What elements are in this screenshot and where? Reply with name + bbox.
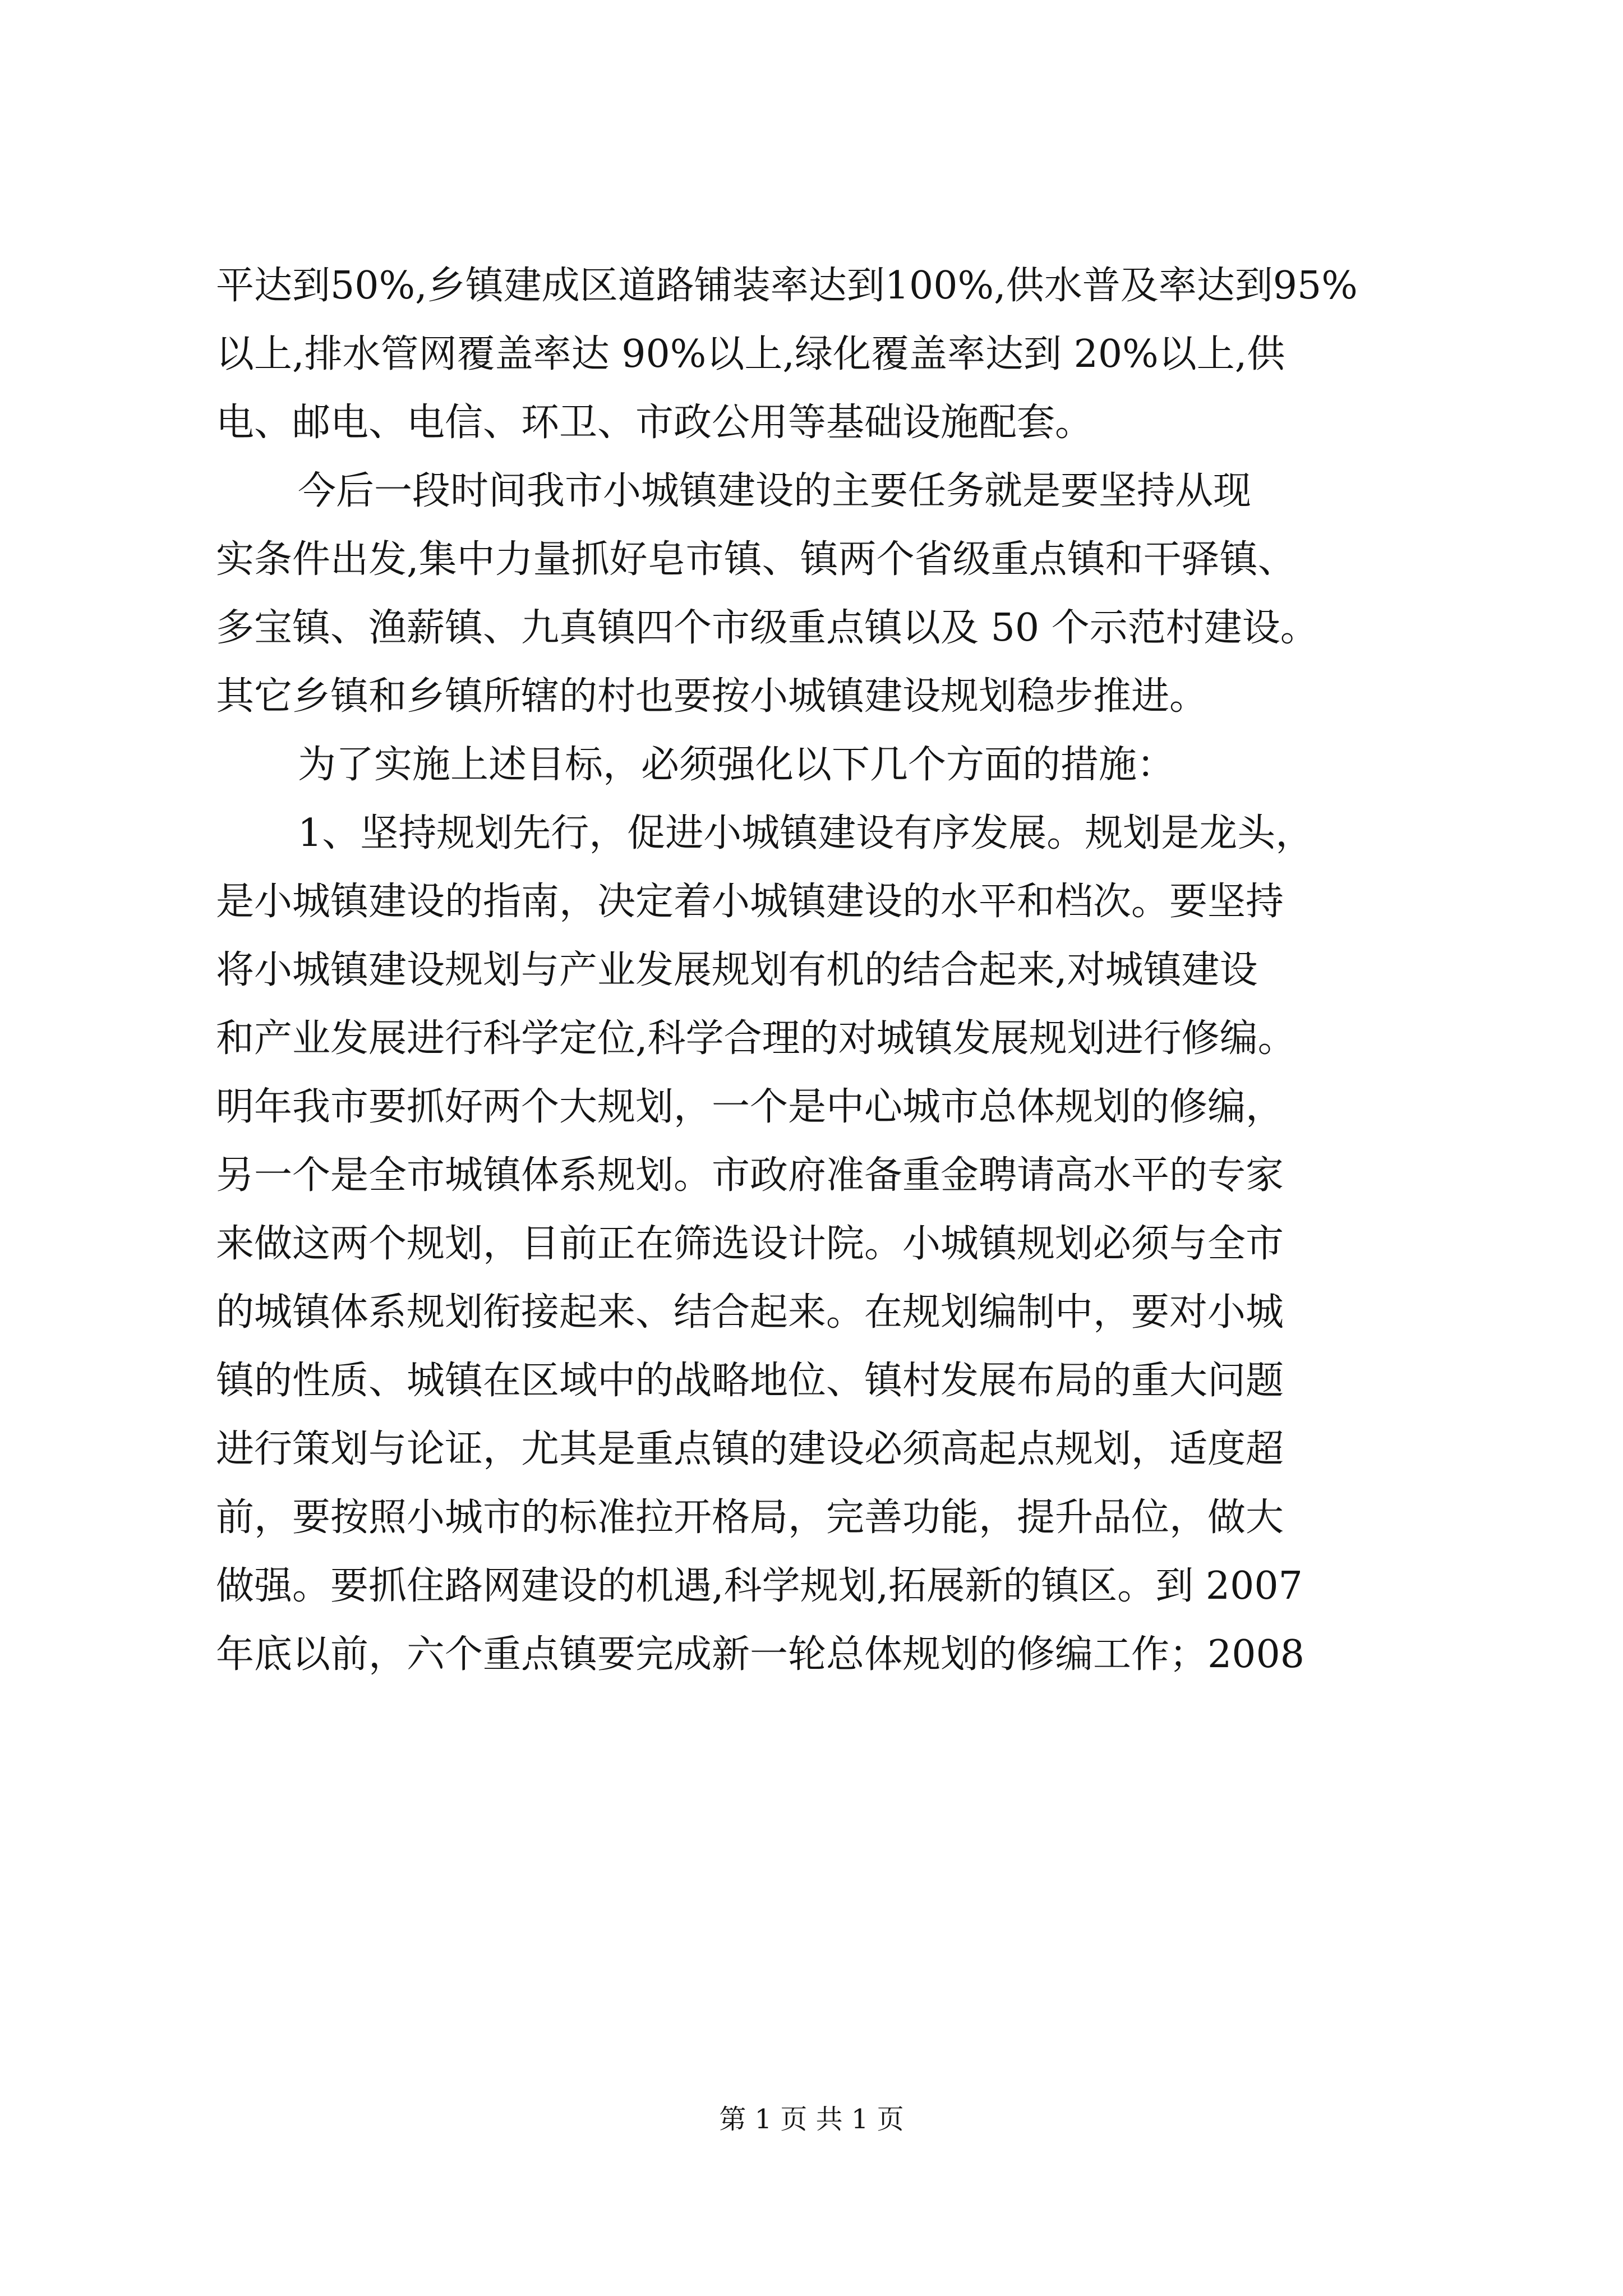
text-line-content: 平达到50%,乡镇建成区道路铺装率达到100%,供水普及率达到95% [216, 264, 1358, 308]
text-line-content: 实条件出发,集中力量抓好皂市镇、镇两个省级重点镇和干驿镇、 [216, 537, 1296, 582]
text-line-content: 其它乡镇和乡镇所辖的村也要按小城镇建设规划稳步推进。 [216, 674, 1208, 719]
text-line-content: 前，要按照小城市的标准拉开格局，完善功能，提升品位，做大 [216, 1496, 1284, 1540]
text-line-content: 来做这两个规划，目前正在筛选设计院。小城镇规划必须与全市 [216, 1222, 1284, 1266]
text-line-content: 将小城镇建设规划与产业发展规划有机的结合起来,对城镇建设 [216, 948, 1258, 992]
text-line-content: 明年我市要抓好两个大规划，一个是中心城市总体规划的修编， [216, 1085, 1284, 1129]
text-line-content: 是小城镇建设的指南，决定着小城镇建设的水平和档次。要坚持 [216, 880, 1284, 924]
text-line-content: 今后一段时间我市小城镇建设的主要任务就是要坚持从现 [298, 469, 1252, 513]
text-line-content: 镇的性质、城镇在区域中的战略地位、镇村发展布局的重大问题 [216, 1359, 1284, 1403]
text-line-content: 做强。要抓住路网建设的机遇,科学规划,拓展新的镇区。到 2007 [216, 1564, 1303, 1608]
text-line-content: 为了实施上述目标，必须强化以下几个方面的措施： [298, 743, 1175, 787]
text-line-content: 电、邮电、电信、环卫、市政公用等基础设施配套。 [216, 401, 1094, 445]
page-footer: 第 1 页 共 1 页 [719, 2104, 904, 2135]
text-line-content: 进行策划与论证，尤其是重点镇的建设必须高起点规划，适度超 [216, 1427, 1284, 1471]
text-line-content: 的城镇体系规划衔接起来、结合起来。在规划编制中，要对小城 [216, 1290, 1284, 1335]
text-line-content: 以上,排水管网覆盖率达 90%以上,绿化覆盖率达到 20%以上,供 [216, 332, 1285, 376]
text-line-content: 和产业发展进行科学定位,科学合理的对城镇发展规划进行修编。 [216, 1016, 1296, 1061]
text-line-content: 多宝镇、渔薪镇、九真镇四个市级重点镇以及 50 个示范村建设。 [216, 606, 1318, 650]
text-line-content: 另一个是全市城镇体系规划。市政府准备重金聘请高水平的专家 [216, 1153, 1284, 1198]
text-line-content: 1、坚持规划先行，促进小城镇建设有序发展。规划是龙头， [298, 811, 1314, 855]
text-line-content: 年底以前，六个重点镇要完成新一轮总体规划的修编工作；2008 [216, 1632, 1305, 1677]
